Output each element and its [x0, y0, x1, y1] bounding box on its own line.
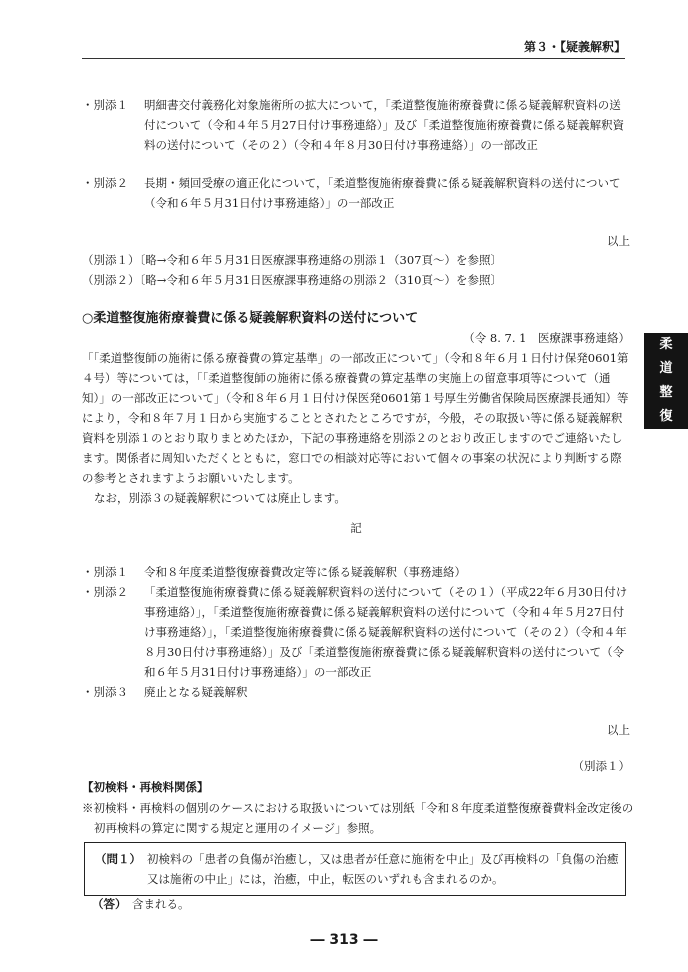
reference-line: （別添１）〔略→令和６年５月31日医療課事務連絡の別添１（307頁～）を参照〕 — [82, 253, 502, 267]
item-text: 長期・頻回受療の適正化について，「柔道整復施術療養費に係る疑義解釈資料の送付について（令和６年５月31日付け事務連絡）」の一部改正 — [144, 176, 621, 210]
answer-text: 含まれる。 — [132, 897, 190, 911]
side-tab-char: 道 — [659, 361, 673, 376]
body-paragraph: 「「柔道整復師の施術に係る療養費の算定基準」の一部改正について」（令和８年６月１日付け保発0601第４号）等については，「「柔道整復師の施術に係る療養費の算定基準の実施上の留意事項等について（通知）」の一部改正について」（令和８年６月１日付け保医発0601第１号厚生労働省保険局医療課長通知）等により，令和８年７月１日から実施することとされたところですが，今般，その取扱い等に係る疑義解釈資料を別添１のとおり取りまとめたほか，下記の事務連絡を別添２のとおり改正しますのでご連絡いたします。関係者に周知いただくとともに，窓口での相談対応等において個々の事案の状況により判断する際の参考とされますようお願いいたします。 — [82, 351, 629, 485]
subheading: 【初検料・再検料関係】 — [82, 780, 209, 794]
item-text: 明細書交付義務化対象施術所の拡大について，「柔道整復施術療養費に係る疑義解釈資料の送付について（令和４年５月27日付け事務連絡）」及び「柔道整復施術療養費に係る疑義解釈資料の送付について（その２）（令和４年８月30日付け事務連絡）」の一部改正 — [144, 98, 625, 152]
ijo-closing: 以上 — [607, 234, 630, 248]
item-label: ・別添２ — [82, 176, 128, 190]
list-item — [82, 95, 630, 155]
side-tab-char: 復 — [659, 409, 673, 424]
section-title: ○柔道整復施術療養費に係る疑義解釈資料の送付について — [82, 311, 419, 326]
answer — [92, 894, 640, 914]
question-row — [95, 849, 625, 889]
item-text: 「柔道整復施術療養費に係る疑義解釈資料の送付について（その１）（平成22年６月30日付け事務連絡）」，「柔道整復施術療養費に係る疑義解釈資料の送付について（令和４年５月27日付け事務連絡）」，「柔道整復施術療養費に係る疑義解釈資料の送付について（その２）（令和４年８月30日付け事務連絡）」及び「柔道整復施術療養費に係る疑義解釈資料の送付について（令和６年５月31日付け事務連絡）」の一部改正 — [144, 585, 628, 679]
answer-row — [92, 894, 640, 914]
body-paragraph-2: なお，別添３の疑義解釈については廃止します。 — [94, 491, 346, 505]
item-label: ・別添３ — [82, 685, 128, 699]
list-item — [82, 562, 630, 582]
question-text: 初検料の「患者の負傷が治癒し，又は患者が任意に施術を中止」及び再検料の「負傷の治癒又は施術の中止」には，治癒，中止，転医のいずれも含まれるのか。 — [147, 852, 619, 886]
item-text: 廃止となる疑義解釈 — [144, 685, 248, 699]
header-rule — [82, 58, 625, 59]
ijo-closing-2: 以上 — [607, 723, 630, 737]
item-label: ・別添１ — [82, 565, 128, 579]
top-item-list — [82, 95, 630, 155]
section-date-ref: （令 8. 7. 1 医療課事務連絡） — [463, 331, 630, 345]
attachment-label: （別添１） — [572, 759, 630, 773]
running-header: 第３・【疑義解釈】 — [523, 40, 626, 54]
question-box — [84, 842, 626, 896]
item-label: ・別添２ — [82, 585, 128, 599]
mid-item-list — [82, 562, 630, 702]
item-text: 令和８年度柔道整復療養費改定等に係る疑義解釈（事務連絡） — [144, 565, 466, 579]
page-number: ― 313 ― — [310, 932, 378, 948]
question-label: （問１） — [95, 852, 141, 866]
note-text: ※初検料・再検料の個別のケースにおける取扱いについては別紙「令和８年度柔道整復療養費料金改定後の初再検料の算定に関する規定と運用のイメージ」参照。 — [82, 801, 634, 835]
top-item-list-2 — [82, 173, 630, 213]
answer-label: （答） — [92, 897, 127, 911]
side-tab-judo-seifuku — [644, 333, 688, 429]
reference-list — [82, 250, 630, 290]
ki-heading: 記 — [350, 521, 362, 535]
side-tab-char: 整 — [659, 385, 673, 400]
reference-line: （別添２）〔略→令和６年５月31日医療課事務連絡の別添２（310頁～）を参照〕 — [82, 273, 502, 287]
item-label: ・別添１ — [82, 98, 128, 112]
list-item — [82, 173, 630, 213]
list-item — [82, 582, 630, 682]
list-item — [82, 682, 630, 702]
section-body — [82, 348, 630, 508]
side-tab-char: 柔 — [659, 337, 673, 352]
